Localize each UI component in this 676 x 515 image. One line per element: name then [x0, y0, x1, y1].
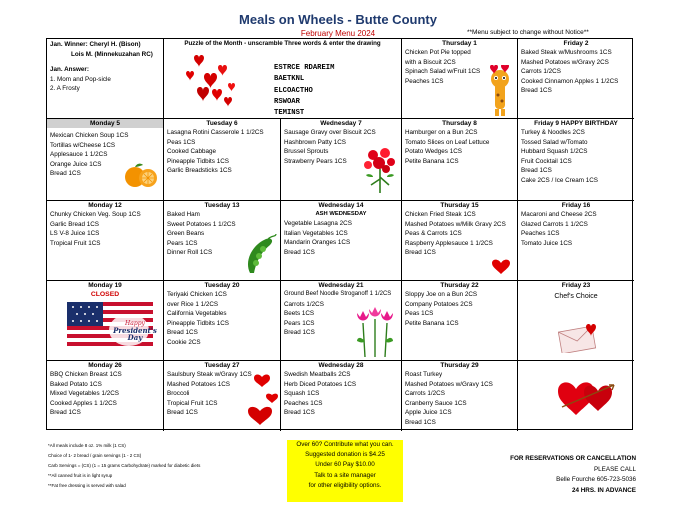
menu-item: Sloppy Joe on a Bun 2CS [405, 291, 478, 298]
day-wed-21 [281, 281, 402, 361]
menu-item: Tomato Slices on Leaf Lettuce [405, 138, 490, 146]
oranges-icon [123, 161, 159, 189]
day-header: Wednesday 28 [318, 362, 364, 369]
day-header: Tuesday 13 [204, 202, 240, 209]
winner-line-2: Lois M. (Minnekuzahan RC) [71, 50, 153, 58]
answer-1: 1. Mom and Pop-sicle [50, 75, 111, 83]
menu-item: Carrots 1/2CS [521, 68, 561, 76]
menu-item: Cookie 2CS [167, 338, 201, 346]
menu-item: Beets 1CS [284, 310, 315, 318]
day-thu-22 [402, 281, 518, 361]
day-mon-12 [47, 201, 164, 281]
answer-2: 2. A Frosty [50, 85, 80, 93]
menu-item: Pears 1CS [167, 239, 198, 247]
day-wed-7 [281, 119, 402, 201]
puzzle-word-1: ESTRCE RDAREIM [274, 64, 335, 72]
menu-item: Orange Juice 1CS [50, 160, 102, 168]
donation-line: Over 60? Contribute what you can. [296, 441, 394, 448]
day-header: Wednesday 7 [320, 120, 362, 127]
day-header: Monday 19 [88, 282, 122, 289]
menu-item: Cooked Cinnamon Apples 1 1/2CS [521, 77, 619, 85]
day-tue-13 [164, 201, 281, 281]
menu-item: Roast Turkey [405, 371, 443, 378]
hearts-art-cell [518, 361, 634, 431]
contact-info [484, 454, 636, 496]
winner-info-cell [47, 39, 164, 119]
footnote: Choice of 1- 2 bread / grain servings (1 - 2 CS) [48, 453, 142, 458]
menu-item: Petite Banana 1CS [405, 157, 459, 165]
menu-item: Broccoli [167, 390, 190, 398]
puzzle-cell [164, 39, 402, 119]
menu-item: Saulsbury Steak w/Gravy 1CS [167, 371, 252, 378]
day-header: Monday 5 [47, 119, 163, 128]
day-thu-29 [402, 361, 518, 431]
menu-item: Sweet Potatoes 1 1/2CS [167, 220, 236, 228]
menu-item: Applesauce 1 1/2CS [50, 151, 108, 159]
menu-item: Mashed Potatoes w/Milk Gravy 2CS [405, 220, 506, 228]
menu-item: Tropical Fruit 1CS [50, 239, 101, 247]
day-thu-8 [402, 119, 518, 201]
donation-line: Talk to a site manager [314, 471, 376, 479]
menu-item: Green Beans [167, 230, 205, 238]
menu-item: Garlic Bread 1CS [50, 220, 99, 228]
donation-line: Under 60 Pay $10.00 [315, 461, 375, 469]
day-fri-2 [518, 39, 634, 119]
phone-text: Belle Fourche 605-723-5036 [556, 476, 636, 483]
menu-item: Chunky Chicken Veg. Soup 1CS [50, 211, 141, 218]
hearts-icon [184, 53, 244, 111]
day-header: Thursday 22 [440, 282, 479, 289]
menu-item: Bread 1CS [50, 170, 81, 178]
day-header: Thursday 15 [440, 202, 479, 209]
day-tue-6 [164, 119, 281, 201]
day-header: Wednesday 21 [318, 282, 364, 289]
day-header: Friday 16 [561, 202, 591, 209]
menu-item: Carrots 1/2CS [405, 390, 445, 398]
menu-item: Sausage Gravy over Biscuit 2CS [284, 129, 376, 136]
ash-wednesday-label: ASH WEDNESDAY [315, 211, 367, 217]
menu-item: Mandarin Oranges 1CS [284, 239, 351, 247]
menu-item: Vegetable Lasagna 2CS [284, 220, 352, 227]
menu-item: Mashed Potatoes 1CS [167, 380, 231, 388]
menu-item: Bread 1CS [284, 248, 315, 256]
menu-item: LS V-8 Juice 1CS [50, 230, 100, 238]
footnotes [48, 441, 200, 491]
menu-item: Squash 1CS [284, 390, 320, 398]
menu-item: Mashed Potatoes w/Gravy 2CS [521, 58, 609, 66]
day-mon-19 [47, 281, 164, 361]
presidents-day-greeting [113, 320, 157, 341]
menu-item: BBQ Chicken Breast 1CS [50, 371, 122, 378]
menu-item: Ground Beef Noodle Stroganoff 1 1/2CS [284, 291, 392, 297]
menu-item: Mashed Potatoes w/Gravy 1CS [405, 380, 493, 388]
menu-item: California Vegetables [167, 310, 227, 318]
day-wed-14 [281, 201, 402, 281]
menu-item: Peaches 1CS [405, 77, 444, 85]
menu-item: Peaches 1CS [284, 399, 323, 407]
menu-item: Fruit Cocktail 1CS [521, 157, 572, 165]
menu-item: Spinach Salad w/Fruit 1CS [405, 68, 481, 76]
day-thu-1 [402, 39, 518, 119]
puzzle-word-5: TEMINST [274, 109, 305, 117]
menu-item: Bread 1CS [167, 409, 198, 417]
answer-label: Jan. Answer: [50, 66, 89, 74]
day-header: Monday 26 [88, 362, 122, 369]
presidents-text: President's [113, 326, 157, 335]
menu-item: Mexican Chicken Soup 1CS [50, 132, 129, 139]
menu-item: Bread 1CS [167, 329, 198, 337]
day-header: Thursday 8 [442, 120, 477, 127]
menu-item: Potato Wedges 1CS [405, 148, 462, 156]
menu-item: Apple Juice 1CS [405, 409, 452, 417]
day-header: Thursday 1 [442, 40, 477, 47]
menu-item: Hashbrown Patty 1CS [284, 138, 346, 146]
menu-item: Garlic Breadsticks 1CS [167, 167, 232, 175]
footnote: *All meals include 8 oz. 1% milk (1 CS) [48, 443, 126, 448]
day-header: Thursday 29 [440, 362, 479, 369]
day-header: Tuesday 27 [204, 362, 240, 369]
menu-item: Peas 1CS [167, 138, 196, 146]
menu-item: Bread 1CS [284, 329, 315, 337]
page-title: Meals on Wheels - Butte County [239, 12, 437, 27]
advance-text: 24 HRS. IN ADVANCE [571, 486, 636, 494]
menu-item: Chicken Fried Steak 1CS [405, 211, 476, 218]
menu-item: Tortillas w/Cheese 1CS [50, 141, 116, 149]
menu-item: over Rice 1 1/2CS [167, 300, 219, 308]
hearts-icon [244, 373, 280, 429]
donation-box [287, 440, 403, 502]
menu-item: Bread 1CS [405, 249, 436, 257]
day-header: Wednesday 14 [318, 202, 364, 209]
menu-item: Cooked Cabbage [167, 148, 217, 156]
day-text: Day [127, 333, 143, 342]
page-subtitle: February Menu 2024 [300, 29, 376, 38]
menu-item: Hubbard Squash 1/2CS [521, 148, 588, 156]
footnote: **All canned fruit is in light syrup [48, 473, 113, 478]
menu-item: Brussel Sprouts [284, 148, 329, 156]
day-tue-27 [164, 361, 281, 431]
donation-line: for other eligibility options. [308, 481, 382, 489]
menu-item: Company Potatoes 2CS [405, 300, 473, 308]
day-fri-23 [518, 281, 634, 361]
menu-item: Carrots 1/2CS [284, 300, 324, 308]
change-notice: **Menu subject to change without Notice** [467, 29, 589, 36]
menu-item: Mixed Vegetables 1/2CS [50, 390, 119, 398]
menu-item: Peas & Carrots 1CS [405, 230, 462, 238]
menu-item: Hamburger on a Bun 2CS [405, 129, 478, 136]
menu-item: Baked Steak w/Mushrooms 1CS [521, 49, 612, 56]
day-header: Friday 23 [561, 282, 591, 289]
menu-item: Chicken Pot Pie topped [405, 49, 471, 56]
day-wed-28 [281, 361, 402, 431]
menu-item: Bread 1CS [521, 87, 552, 95]
menu-item: Glazed Carrots 1 1/2CS [521, 220, 588, 228]
puzzle-title: Puzzle of the Month - unscramble Three words & enter the drawing [184, 40, 381, 47]
menu-item: with a Biscuit 2CS [405, 58, 456, 66]
menu-item: Teriyaki Chicken 1CS [167, 291, 227, 298]
footnote: **Fat free dressing is served with salad [48, 483, 126, 488]
reservations-text: FOR RESERVATIONS OR CANCELLATION [510, 455, 636, 462]
menu-item: Peas 1CS [405, 310, 434, 318]
donation-line: Suggested donation is $4.25 [305, 451, 385, 459]
menu-item: Turkey & Noodles 2CS [521, 129, 585, 136]
puzzle-word-3: ELCOACTHO [274, 87, 313, 95]
day-header: Friday 2 [563, 40, 589, 47]
menu-item: Dinner Roll 1CS [167, 249, 213, 257]
menu-item: Tomato Juice 1CS [521, 239, 573, 247]
day-thu-15 [402, 201, 518, 281]
closed-label: CLOSED [90, 291, 120, 298]
footnote: Carb Servings = (CS) (1 = 15 grams Carbohydrate) marked for diabetic diets [48, 463, 201, 468]
heart-icon [492, 259, 510, 275]
menu-item: Pineapple Tidbits 1CS [167, 319, 229, 327]
double-hearts-icon [558, 377, 618, 417]
menu-item: Bread 1CS [405, 418, 436, 426]
day-mon-5 [47, 119, 164, 201]
day-mon-26 [47, 361, 164, 431]
menu-item: Baked Ham [167, 211, 200, 218]
pea-pod-icon [242, 233, 278, 277]
love-letter-icon [558, 321, 598, 353]
puzzle-word-2: BAETKNL [274, 75, 305, 83]
menu-item: Pineapple Tidbits 1CS [167, 157, 229, 165]
menu-item: Strawberry Pears 1CS [284, 157, 347, 165]
menu-item: Pears 1CS [284, 319, 315, 327]
winner-line-1: Jan. Winner: Cheryl H. (Bison) [50, 41, 141, 48]
menu-item: Herb Diced Potatoes 1CS [284, 380, 357, 388]
menu-item: Peaches 1CS [521, 230, 560, 238]
tulips-icon [351, 301, 399, 359]
menu-item: Tossed Salad w/Tomato [521, 138, 588, 146]
menu-item: Cranberry Sauce 1CS [405, 399, 467, 407]
puzzle-word-4: RSWOAR [274, 98, 300, 106]
day-header: Tuesday 20 [204, 282, 240, 289]
day-tue-20 [164, 281, 281, 361]
day-header: Friday 9 HAPPY BIRTHDAY [534, 120, 618, 127]
menu-item: Italian Vegetables 1CS [284, 229, 348, 237]
menu-item: Cooked Apples 1 1/2CS [50, 399, 117, 407]
menu-item: Baked Potato 1CS [50, 380, 102, 388]
day-header: Tuesday 6 [206, 120, 238, 127]
happy-text: Happy [125, 320, 145, 327]
call-text: PLEASE CALL [593, 465, 636, 473]
day-fri-9 [518, 119, 634, 201]
menu-item: Lasagna Rotini Casserole 1 1/2CS [167, 129, 264, 136]
menu-grid [46, 38, 633, 430]
menu-item: Swedish Meatballs 2CS [284, 371, 351, 378]
menu-item: Bread 1CS [284, 409, 315, 417]
menu-item: Macaroni and Cheese 2CS [521, 211, 597, 218]
menu-item: Raspberry Applesauce 1 1/2CS [405, 239, 493, 247]
menu-item: Cake 2CS / Ice Cream 1CS [521, 176, 598, 184]
day-fri-16 [518, 201, 634, 281]
menu-item: Petite Banana 1CS [405, 319, 459, 327]
flower-bouquet-icon [361, 145, 399, 195]
menu-item: Bread 1CS [521, 167, 552, 175]
day-header: Monday 12 [88, 202, 122, 209]
giraffe-hearts-icon [486, 65, 514, 117]
menu-item: Bread 1CS [50, 409, 81, 417]
chefs-choice-label: Chef's Choice [554, 293, 598, 300]
menu-item: Tropical Fruit 1CS [167, 399, 218, 407]
